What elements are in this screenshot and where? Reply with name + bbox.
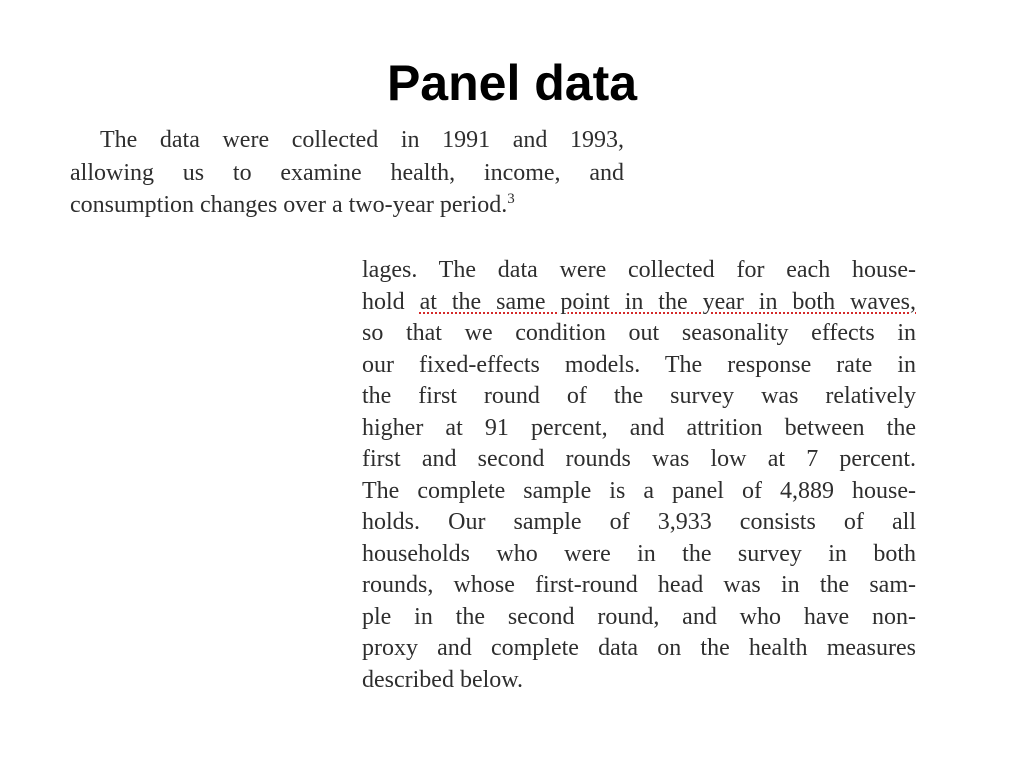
- excerpt-bottom-line: higher at 91 percent, and attrition between the: [362, 414, 916, 441]
- excerpt-bottom-line: holds. Our sample of 3,933 consists of all: [362, 509, 916, 535]
- footnote-marker[interactable]: 3: [507, 191, 515, 207]
- excerpt-bottom: [362, 255, 916, 696]
- excerpt-bottom-line: ple in the second round, and who have non-: [362, 603, 916, 630]
- spellcheck-flagged-phrase[interactable]: at the same point in the year in both waves,: [419, 288, 917, 315]
- excerpt-bottom-line-text: hold: [362, 288, 420, 315]
- excerpt-bottom-line: so that we condition out seasonality effects in: [362, 320, 916, 346]
- excerpt-top-line: The data were collected in 1991 and 1993,: [100, 127, 624, 153]
- excerpt-bottom-line: lages. The data were collected for each house-: [362, 257, 916, 283]
- excerpt-bottom-line: The complete sample is a panel of 4,889 house-: [362, 477, 916, 504]
- excerpt-bottom-line: households who were in the survey in both: [362, 540, 916, 567]
- excerpt-bottom-line: our fixed-effects models. The response rate in: [362, 351, 916, 378]
- excerpt-top-line-last: [70, 189, 624, 222]
- excerpt-bottom-line-flagged: [362, 287, 916, 319]
- excerpt-bottom-line: rounds, whose first-round head was in the sam-: [362, 572, 916, 598]
- excerpt-top: [70, 124, 624, 222]
- excerpt-bottom-line: proxy and complete data on the health measures: [362, 635, 916, 661]
- excerpt-top-line-text: consumption changes over a two-year period.: [70, 192, 508, 218]
- excerpt-bottom-line: first and second rounds was low at 7 percent.: [362, 446, 916, 472]
- slide-title: Panel data: [386, 54, 638, 111]
- excerpt-bottom-line: the first round of the survey was relatively: [362, 383, 916, 409]
- excerpt-top-line: allowing us to examine health, income, and: [70, 159, 624, 186]
- excerpt-bottom-line-last: described below.: [362, 666, 524, 693]
